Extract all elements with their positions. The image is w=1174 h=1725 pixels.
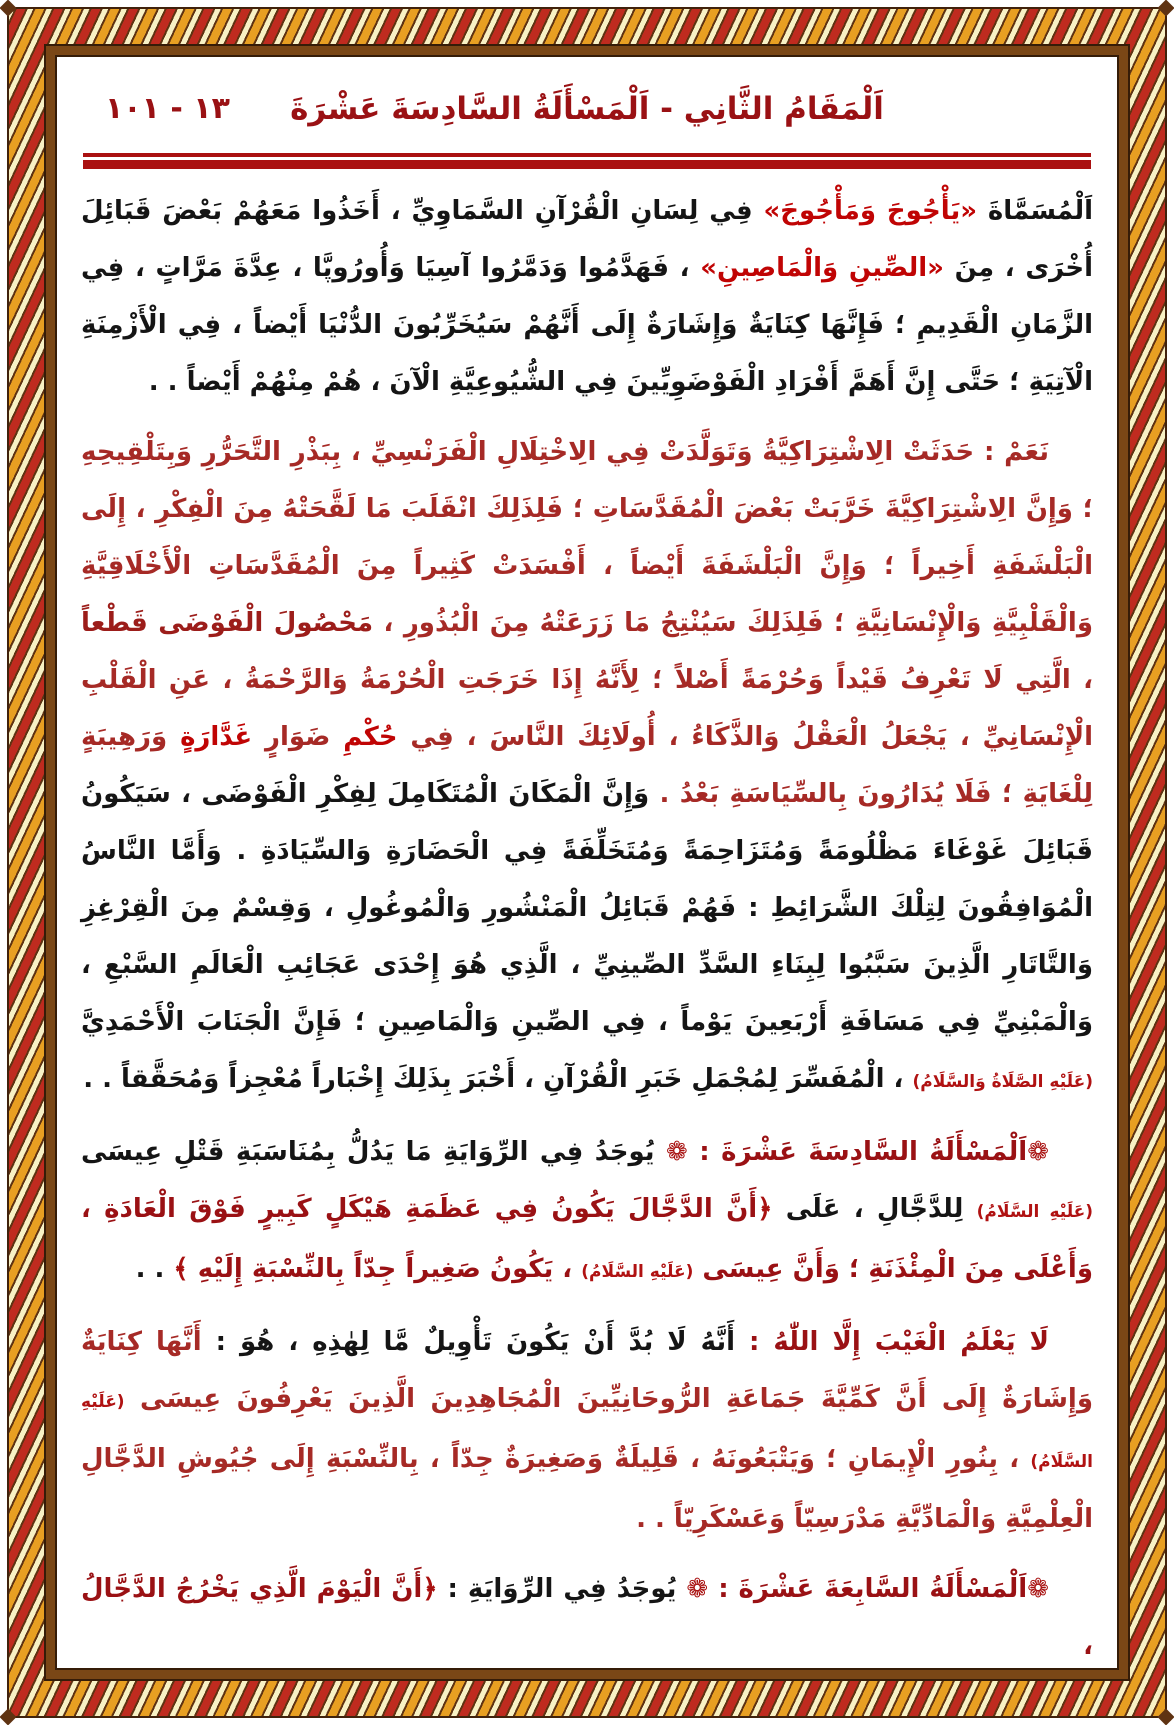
- quotation-text: أَنَّ الْيَوْمَ الَّذِي يَخْرُجُ الدَّجَّالُ ،: [81, 1574, 1093, 1661]
- crimson-text: وَرَهِيبَةٍ لِلْغَايَةِ ؛ فَلَا يُدَارُونَ بِالسِّيَاسَةِ بَعْدُ .: [81, 722, 1093, 809]
- page-header: [81, 79, 1093, 143]
- honorific-seal: (عَلَيْهِ الصَّلَاةُ وَالسَّلَامُ): [912, 1072, 1093, 1092]
- crimson-text: ضَوَارٍ: [252, 722, 344, 752]
- paragraph-gog-magog: [81, 183, 1093, 411]
- honorific-seal: (عَلَيْهِ السَّلَامُ): [81, 1392, 1093, 1472]
- page-number: ١٣ - ١٠١: [105, 91, 230, 126]
- paragraph-interpretation: [81, 1314, 1093, 1548]
- page-title: اَلْمَقَامُ الثَّانِي - اَلْمَسْأَلَةُ السَّادِسَةَ عَشْرَةَ: [290, 91, 884, 127]
- quotation-text: أَنَّ الدَّجَّالَ يَكُونُ فِي عَظَمَةِ هَيْكَلٍ كَبِيرٍ فَوْقَ الْعَادَةِ ، وَأَعْلَى مِنَ الْمِئْذَنَةِ ؛ وَأَنَّ عِيسَى: [81, 1194, 1093, 1284]
- body-text: وَإِنَّ الْمَكَانَ الْمُتَكَامِلَ لِفِكْرِ الْفَوْضَى ، سَيَكُونُ قَبَائِلَ غَوْغَاءَ مَظْلُومَةً وَمُتَزَاحِمَةً وَمُتَخَلِّفَةً فِي الْحَضَارَةِ وَالسِّيَادَةِ . وَأَمَّا النَّاسُ الْمُوَافِقُونَ لِتِلْكَ الشَّرَائِطِ : فَهُمْ قَبَائِلُ الْمَنْشُورِ وَالْمُوغُولِ ، وَقِسْمٌ مِنَ الْقِرْغِزِ وَالتَّاتَارِ الَّذِينَ سَبَّبُوا لِبِنَاءِ السَّدِّ الصِّينِيِّ ، الَّذِي هُوَ إِحْدَى عَجَائِبِ الْعَالَمِ السَّبْعِ ، وَالْمَبْنِيِّ فِي مَسَافَةِ أَرْبَعِينَ يَوْماً ، فِي الصِّينِ وَالْمَاصِينِ ؛ فَإِنَّ الْجَنَابَ الْأَحْمَدِيَّ: [81, 779, 1093, 1037]
- quotation-text: ، يَكُونُ صَغِيراً جِدّاً بِالنِّسْبَةِ إِلَيْهِ: [188, 1254, 582, 1284]
- highlight-word: غَدَّارَةٍ: [180, 722, 253, 752]
- crimson-strong-text: مَحْصُولَ الْفَوْضَى قَطْعاً: [81, 608, 374, 638]
- paragraph-issue-sixteen: [81, 1124, 1093, 1301]
- highlight-word: حُكْمِ: [343, 722, 398, 752]
- body-text: ، فَهَدَّمُوا وَدَمَّرُوا آسِيَا وَأُورُوپَّا ، عِدَّةَ مَرَّاتٍ ، فِي الزَّمَانِ الْقَدِيمِ ؛ فَإِنَّهَا كِنَايَةٌ وَإِشَارَةٌ إِلَى أَنَّهُمْ سَيُخَرِّبُونَ الدُّنْيَا أَيْضاً ، فِي الْأَزْمِنَةِ الْآتِيَةِ ؛ حَتَّى إِنَّ أَهَمَّ أَفْرَادِ الْفَوْضَوِيِّينَ فِي الشُّيُوعِيَّةِ الْآنَ ، هُمْ مِنْهُمْ أَيْضاً . .: [81, 253, 1093, 397]
- honorific-seal: (عَلَيْهِ السَّلَامُ): [976, 1202, 1094, 1222]
- fleuron-icon: ❁: [686, 1574, 709, 1604]
- paragraph-issue-seventeen: [81, 1561, 1093, 1675]
- page-content: [55, 55, 1119, 1670]
- quoted-term-china-machin: «الصِّينِ وَالْمَاصِينِ»: [700, 253, 944, 283]
- paragraph-socialism: [81, 424, 1093, 1111]
- divider-thin-line: [83, 153, 1091, 157]
- honorific-seal: (عَلَيْهِ السَّلَامُ): [581, 1262, 694, 1282]
- crimson-text: ، الَّتِي لَا تَعْرِفُ قَيْداً وَحُرْمَةً أَصْلاً ؛ لِأَنَّهُ إِذَا خَرَجَتِ الْحُرْمَةُ وَالرَّحْمَةُ ، عَنِ الْقَلْبِ الْإِنْسَانِيِّ ، يَجْعَلُ الْعَقْلُ وَالذَّكَاءُ ، أُولَائِكَ النَّاسَ ، فِي: [81, 665, 1093, 752]
- body-text: اَلْمُسَمَّاةَ: [977, 196, 1093, 226]
- body-text: لِلدَّجَّالِ ، عَلَى: [772, 1194, 977, 1224]
- invocation-text: لَا يَعْلَمُ الْغَيْبَ إِلَّا اللّٰهُ :: [735, 1327, 1050, 1357]
- section-heading-sixteenth-issue: اَلْمَسْأَلَةُ السَّادِسَةَ عَشْرَةَ :: [687, 1137, 1028, 1167]
- crimson-text: ، بِنُورِ الْإِيمَانِ ؛ وَيَتْبَعُونَهُ ، قَلِيلَةٌ وَصَغِيرَةٌ جِدّاً ، بِالنِّسْبَةِ إِلَى جُيُوشِ الدَّجَّالِ الْعِلْمِيَّةِ وَالْمَادِّيَّةِ مَدْرَسِيّاً وَعَسْكَرِيّاً . .: [81, 1444, 1093, 1534]
- crimson-text: نَعَمْ : حَدَثَتْ الِاشْتِرَاكِيَّةُ وَتَوَلَّدَتْ فِي الِاخْتِلَالِ الْفَرَنْسِيِّ ، بِبَذْرِ التَّحَرُّرِ وَبِتَلْقِيحِهِ ؛ وَإِنَّ الِاشْتِرَاكِيَّةَ خَرَّبَتْ بَعْضَ الْمُقَدَّسَاتِ ؛ فَلِذَلِكَ انْقَلَبَ مَا لَقَّحَتْهُ مِنَ الْفِكْرِ ، إِلَى الْبَلْشَفَةِ أَخِيراً ؛ وَإِنَّ الْبَلْشَفَةَ أَيْضاً ، أَفْسَدَتْ كَثِيراً مِنَ الْمُقَدَّسَاتِ الْأَخْلَاقِيَّةِ وَالْقَلْبِيَّةِ وَالْإِنْسَانِيَّةِ ؛ فَلِذَلِكَ سَيُنْتِجُ مَا زَرَعَتْهُ مِنَ الْبُذُورِ ،: [81, 437, 1094, 638]
- crimson-text: أَنَّهَا كِنَايَةٌ وَإِشَارَةٌ إِلَى أَنَّ كَمِّيَّةَ جَمَاعَةِ الرُّوحَانِيِّينَ الْمُجَاهِدِينَ الَّذِينَ يَعْرِفُونَ عِيسَى: [81, 1327, 1093, 1414]
- body-text: ، الْمُفَسِّرَ لِمُجْمَلِ خَبَرِ الْقُرْآنِ ، أَخْبَرَ بِذَلِكَ إِخْبَاراً مُعْجِزاً وَمُحَقَّقاً . .: [83, 1064, 913, 1094]
- ornate-bracket-open-icon: ﴿: [757, 1194, 773, 1224]
- page-content-box: [46, 46, 1128, 1679]
- fleuron-icon: ❁: [1027, 1137, 1050, 1167]
- body-text: يُوجَدُ فِي الرِّوَايَةِ مَا يَدُلُّ بِمُنَاسَبَةِ قَتْلِ عِيسَى: [81, 1137, 666, 1167]
- fleuron-icon: ❁: [666, 1137, 688, 1167]
- ornate-bracket-close-icon: ﴾: [173, 1254, 189, 1284]
- ornate-bracket-open-icon: ﴿: [422, 1574, 438, 1604]
- body-text: فِي لِسَانِ الْقُرْآنِ السَّمَاوِيِّ ، أَخَذُوا مَعَهُمْ بَعْضَ قَبَائِلَ أُخْرَى ، مِنَ: [81, 196, 1093, 283]
- body-text: . .: [135, 1254, 174, 1284]
- body-text: أَنَّهُ لَا بُدَّ أَنْ يَكُونَ تَأْوِيلٌ مَّا لِهٰذِهِ ، هُوَ :: [201, 1327, 736, 1357]
- double-rule-divider: [83, 153, 1091, 169]
- divider-thick-line: [83, 160, 1091, 169]
- body-text: يُوجَدُ فِي الرِّوَايَةِ :: [437, 1574, 687, 1604]
- fleuron-icon: ❁: [1027, 1574, 1049, 1604]
- section-heading-seventeenth-issue: اَلْمَسْأَلَةُ السَّابِعَةَ عَشْرَةَ :: [708, 1574, 1028, 1604]
- quoted-term-gog-magog: «يَأْجُوجَ وَمَأْجُوجَ»: [763, 196, 978, 226]
